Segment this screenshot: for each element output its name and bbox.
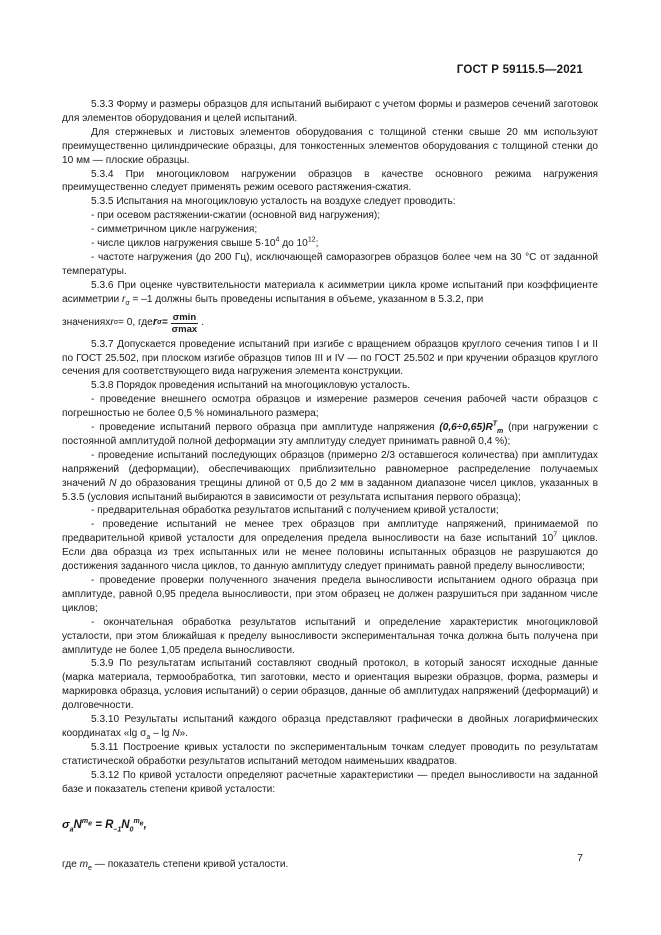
amplitude-formula: $(0,6\div 0,65)R^T_m$ bbox=[439, 420, 504, 436]
list-item-first-specimen: - проведение испытаний первого образца при амплитуде напряжения $(0,6\div 0,65)R^T_m$ (при нагружении с постоянной амплитудой полной деформации эту амплитуду следует принимать равной 0,4 %); bbox=[62, 420, 599, 447]
paragraph-5-3-7: 5.3.7 Допускается проведение испытаний при изгибе с вращением образцов круглого сечения типов I и II по ГОСТ 25.502, при плоском изгибе образцов типов III и IV — по ГОСТ 25.502 и при кручении образцов круглого сечения для соответствующего вида нагружения элемента конструкции. bbox=[62, 338, 598, 378]
list-item-inspection: - проведение внешнего осмотра образцов и измерение размеров сечения рабочей части образцов с погрешностью не более 0,5 % номинального размера; bbox=[62, 394, 598, 420]
paragraph-5-3-9: 5.3.9 По результатам испытаний составляют сводный протокол, в который заносят исходные данные (марка материала, термообработка, тип заготовки, место и ориентация вырезки образцов, форма, размеры и маркировка образца, условия испытаний) о серии образцов, данные об амплитудах напряжений (деформаций) и долговечности. bbox=[62, 658, 598, 712]
list-item-subsequent: - проведение испытаний последующих образцов (примерно 2/3 оставшегося количества) при амплитудах напряжений (деформации), обеспечивающих приблизительно равномерное распределение получаемых значений N до образования трещины длиной от 0,5 до 2 мм в заданном диапазоне чисел циклов, указанных в 5.3.5 (условия испытаний выбираются в зависимости от результата испытания первого образца); bbox=[62, 449, 599, 503]
list-item-verification: - проведение проверки полученного значения предела выносливости испытанием одного образца при амплитуде, равной 0,95 предела выносливости, при этом образец не должен разрушиться при заданном числе циклов; bbox=[62, 575, 598, 614]
paragraph-5-3-5: 5.3.5 Испытания на многоцикловую усталость на воздухе следует проводить: bbox=[91, 196, 456, 208]
paragraph-5-3-12: 5.3.12 По кривой усталости определяют расчетные характеристики — предел выносливости на заданной базе и показатель степени кривой усталости: bbox=[62, 769, 598, 795]
page-number: 7 bbox=[577, 852, 583, 864]
asymmetry-formula: r σ = $\frac{\sigma\min}{\sigma\max}$ . bbox=[152, 311, 205, 335]
list-item-axial: - при осевом растяжении-сжатии (основной вид нагружения); bbox=[91, 210, 381, 222]
list-item-frequency: - частоте нагружения (до 200 Гц), исключающей саморазогрев образцов более чем на 30 °С от заданной температуры. bbox=[62, 251, 598, 277]
paragraph-5-3-3: 5.3.3 Форму и размеры образцов для испытаний выбирают с учетом формы и размеров сечений заготовок для элементов оборудования и целей испытаний. bbox=[62, 99, 598, 124]
paragraph-5-3-8: 5.3.8 Порядок проведения испытаний на многоцикловую усталость. bbox=[91, 380, 411, 392]
paragraph-5-3-6: 5.3.6 При оценке чувствительности материала к асимметрии цикла кроме испытаний при коэффициенте асимметрии $r_\sigma = -1$ должны быть проведены испытания в объеме, указанном в 5.3.2, при bbox=[62, 279, 598, 307]
paragraph-specimen-types: Для стержневых и листовых элементов оборудования с толщиной стенки свыше 20 мм используют преимущественно цилиндрические образцы, для тонкостенных элементов оборудования с толщиной стенки до 10 мм — плоские образцы. bbox=[62, 126, 598, 166]
list-item-symmetric: - симметричном цикле нагружения; bbox=[91, 224, 258, 236]
fraction: $\frac{\sigma\min}{\sigma\max}$ bbox=[171, 311, 198, 335]
paragraph-5-3-4: 5.3.4 При многоцикловом нагружении образцов в качестве основного режима нагружения преимущественно следует применять режим осевого растяжения-сжатия. bbox=[62, 168, 598, 194]
document-id: ГОСТ Р 59115.5—2021 bbox=[456, 64, 583, 76]
asymmetry-formula-line: значениях r σ = 0, где r σ = $\frac{\sigma\min}{\sigma\max}$ . bbox=[62, 311, 205, 335]
list-item-final: - окончательная обработка результатов испытаний и определение характеристик многоцикловой усталости, при этом ближайшая к пределу выносливости экспериментальная точка должна быть получена при амплитуде не более 1,05 предела выносливости. bbox=[62, 616, 598, 656]
list-item-three-specimens: - проведение испытаний не менее трех образцов при амплитуде напряжений, принимаемой по предварительной кривой усталости для определения предела выносливости на базе испытаний $10^7$ циклов. Если два образца из трех испытанных или не менее половины испытанных образцов не разрушаются до достижения заданного числа циклов, то данную амплитуду следует принимать равной пределу выносливости; bbox=[62, 519, 598, 573]
list-item-cycles: - числе циклов нагружения свыше $5\cdot 10^4$ до $10^{12}$; bbox=[91, 236, 319, 250]
document-body bbox=[62, 98, 598, 872]
fatigue-curve-formula: $\sigma_aN^{m_e} = R_{-1}N_0^{m_e}$, bbox=[62, 817, 147, 833]
paragraph-5-3-11: 5.3.11 Построение кривых усталости по экспериментальным точкам следует проводить по результатам статистической обработки результатов испытаний методом наименьших квадратов. bbox=[62, 741, 598, 767]
list-item-preprocessing: - предварительная обработка результатов испытаний с получением кривой усталости; bbox=[91, 505, 499, 517]
paragraph-5-3-10: 5.3.10 Результаты испытаний каждого образца представляют графически в двойных логарифмических координатах «lg $\sigma_a$ – lg N». bbox=[62, 714, 598, 741]
formula-legend: где $m_e$ — показатель степени кривой усталости. bbox=[62, 859, 289, 873]
document-header bbox=[457, 64, 583, 76]
